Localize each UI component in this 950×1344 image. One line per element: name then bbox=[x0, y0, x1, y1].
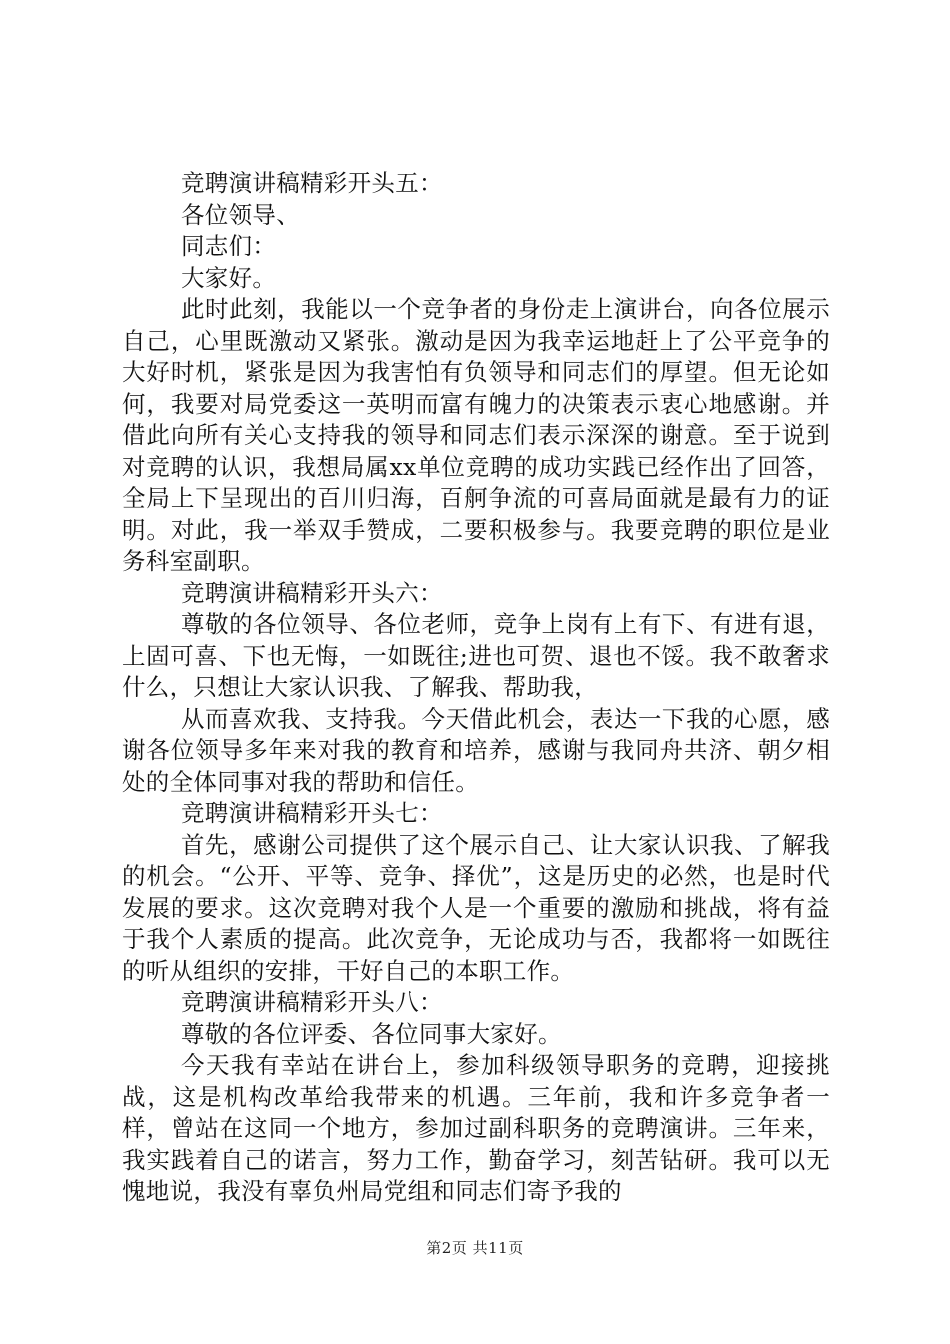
greeting: 尊敬的各位评委、各位同事大家好。 bbox=[181, 1019, 562, 1048]
page-number-footer: 第2页 共11页 bbox=[426, 1239, 524, 1257]
greeting: 大家好。 bbox=[181, 263, 277, 292]
heading-opening-7: 竞聘演讲稿精彩开头七： bbox=[181, 799, 443, 827]
body-paragraph: 尊敬的各位领导、各位老师，竞争上岗有上有下、有进有退，上固可喜、下也无悔，一如既往;进也可贺、退也不馁。我不敢奢求什么，只想让大家认识我、了解我、帮助我， bbox=[122, 610, 830, 701]
body-paragraph: 从而喜欢我、支持我。今天借此机会，表达一下我的心愿，感谢各位领导多年来对我的教育和培养，感谢与我同舟共济、朝夕相处的全体同事对我的帮助和信任。 bbox=[122, 704, 830, 796]
body-paragraph: 今天我有幸站在讲台上，参加科级领导职务的竞聘，迎接挑战，这是机构改革给我带来的机遇。三年前，我和许多竞争者一样，曾站在这同一个地方，参加过副科职务的竞聘演讲。三年来，我实践着自己的诺言，努力工作，勤奋学习，刻苦钻研。我可以无愧地说，我没有辜负州局党组和同志们寄予我的 bbox=[122, 1051, 830, 1205]
body-paragraph: 此时此刻，我能以一个竞争者的身份走上演讲台，向各位展示自己，心里既激动又紧张。激动是因为我幸运地赶上了公平竞争的大好时机，紧张是因为我害怕有负领导和同志们的厚望。但无论如何，我要对局党委这一英明而富有魄力的决策表示衷心地感谢。并借此向所有关心支持我的领导和同志们表示深深的谢意。至于说到对竞聘的认识，我想局属xx单位竞聘的成功实践已经作出了回答，全局上下呈现出的百川归海，百舸争流的可喜局面就是最有力的证明。对此，我一举双手赞成，二要积极参与。我要竞聘的职位是业务科室副职。 bbox=[122, 295, 830, 575]
heading-opening-8: 竞聘演讲稿精彩开头八： bbox=[181, 988, 443, 1016]
salutation-comrades: 同志们： bbox=[181, 232, 277, 260]
body-paragraph: 首先，感谢公司提供了这个展示自己、让大家认识我、了解我的机会。“公开、平等、竞争、择优”，这是历史的必然，也是时代发展的要求。这次竞聘对我个人是一个重要的激励和挑战，将有益于我个人素质的提高。此次竞争，无论成功与否，我都将一如既往的听从组织的安排，干好自己的本职工作。 bbox=[122, 830, 830, 985]
document-body bbox=[122, 168, 830, 1208]
heading-opening-6: 竞聘演讲稿精彩开头六： bbox=[181, 578, 443, 607]
heading-opening-5: 竞聘演讲稿精彩开头五： bbox=[181, 169, 443, 197]
salutation-leaders: 各位领导、 bbox=[181, 200, 300, 229]
